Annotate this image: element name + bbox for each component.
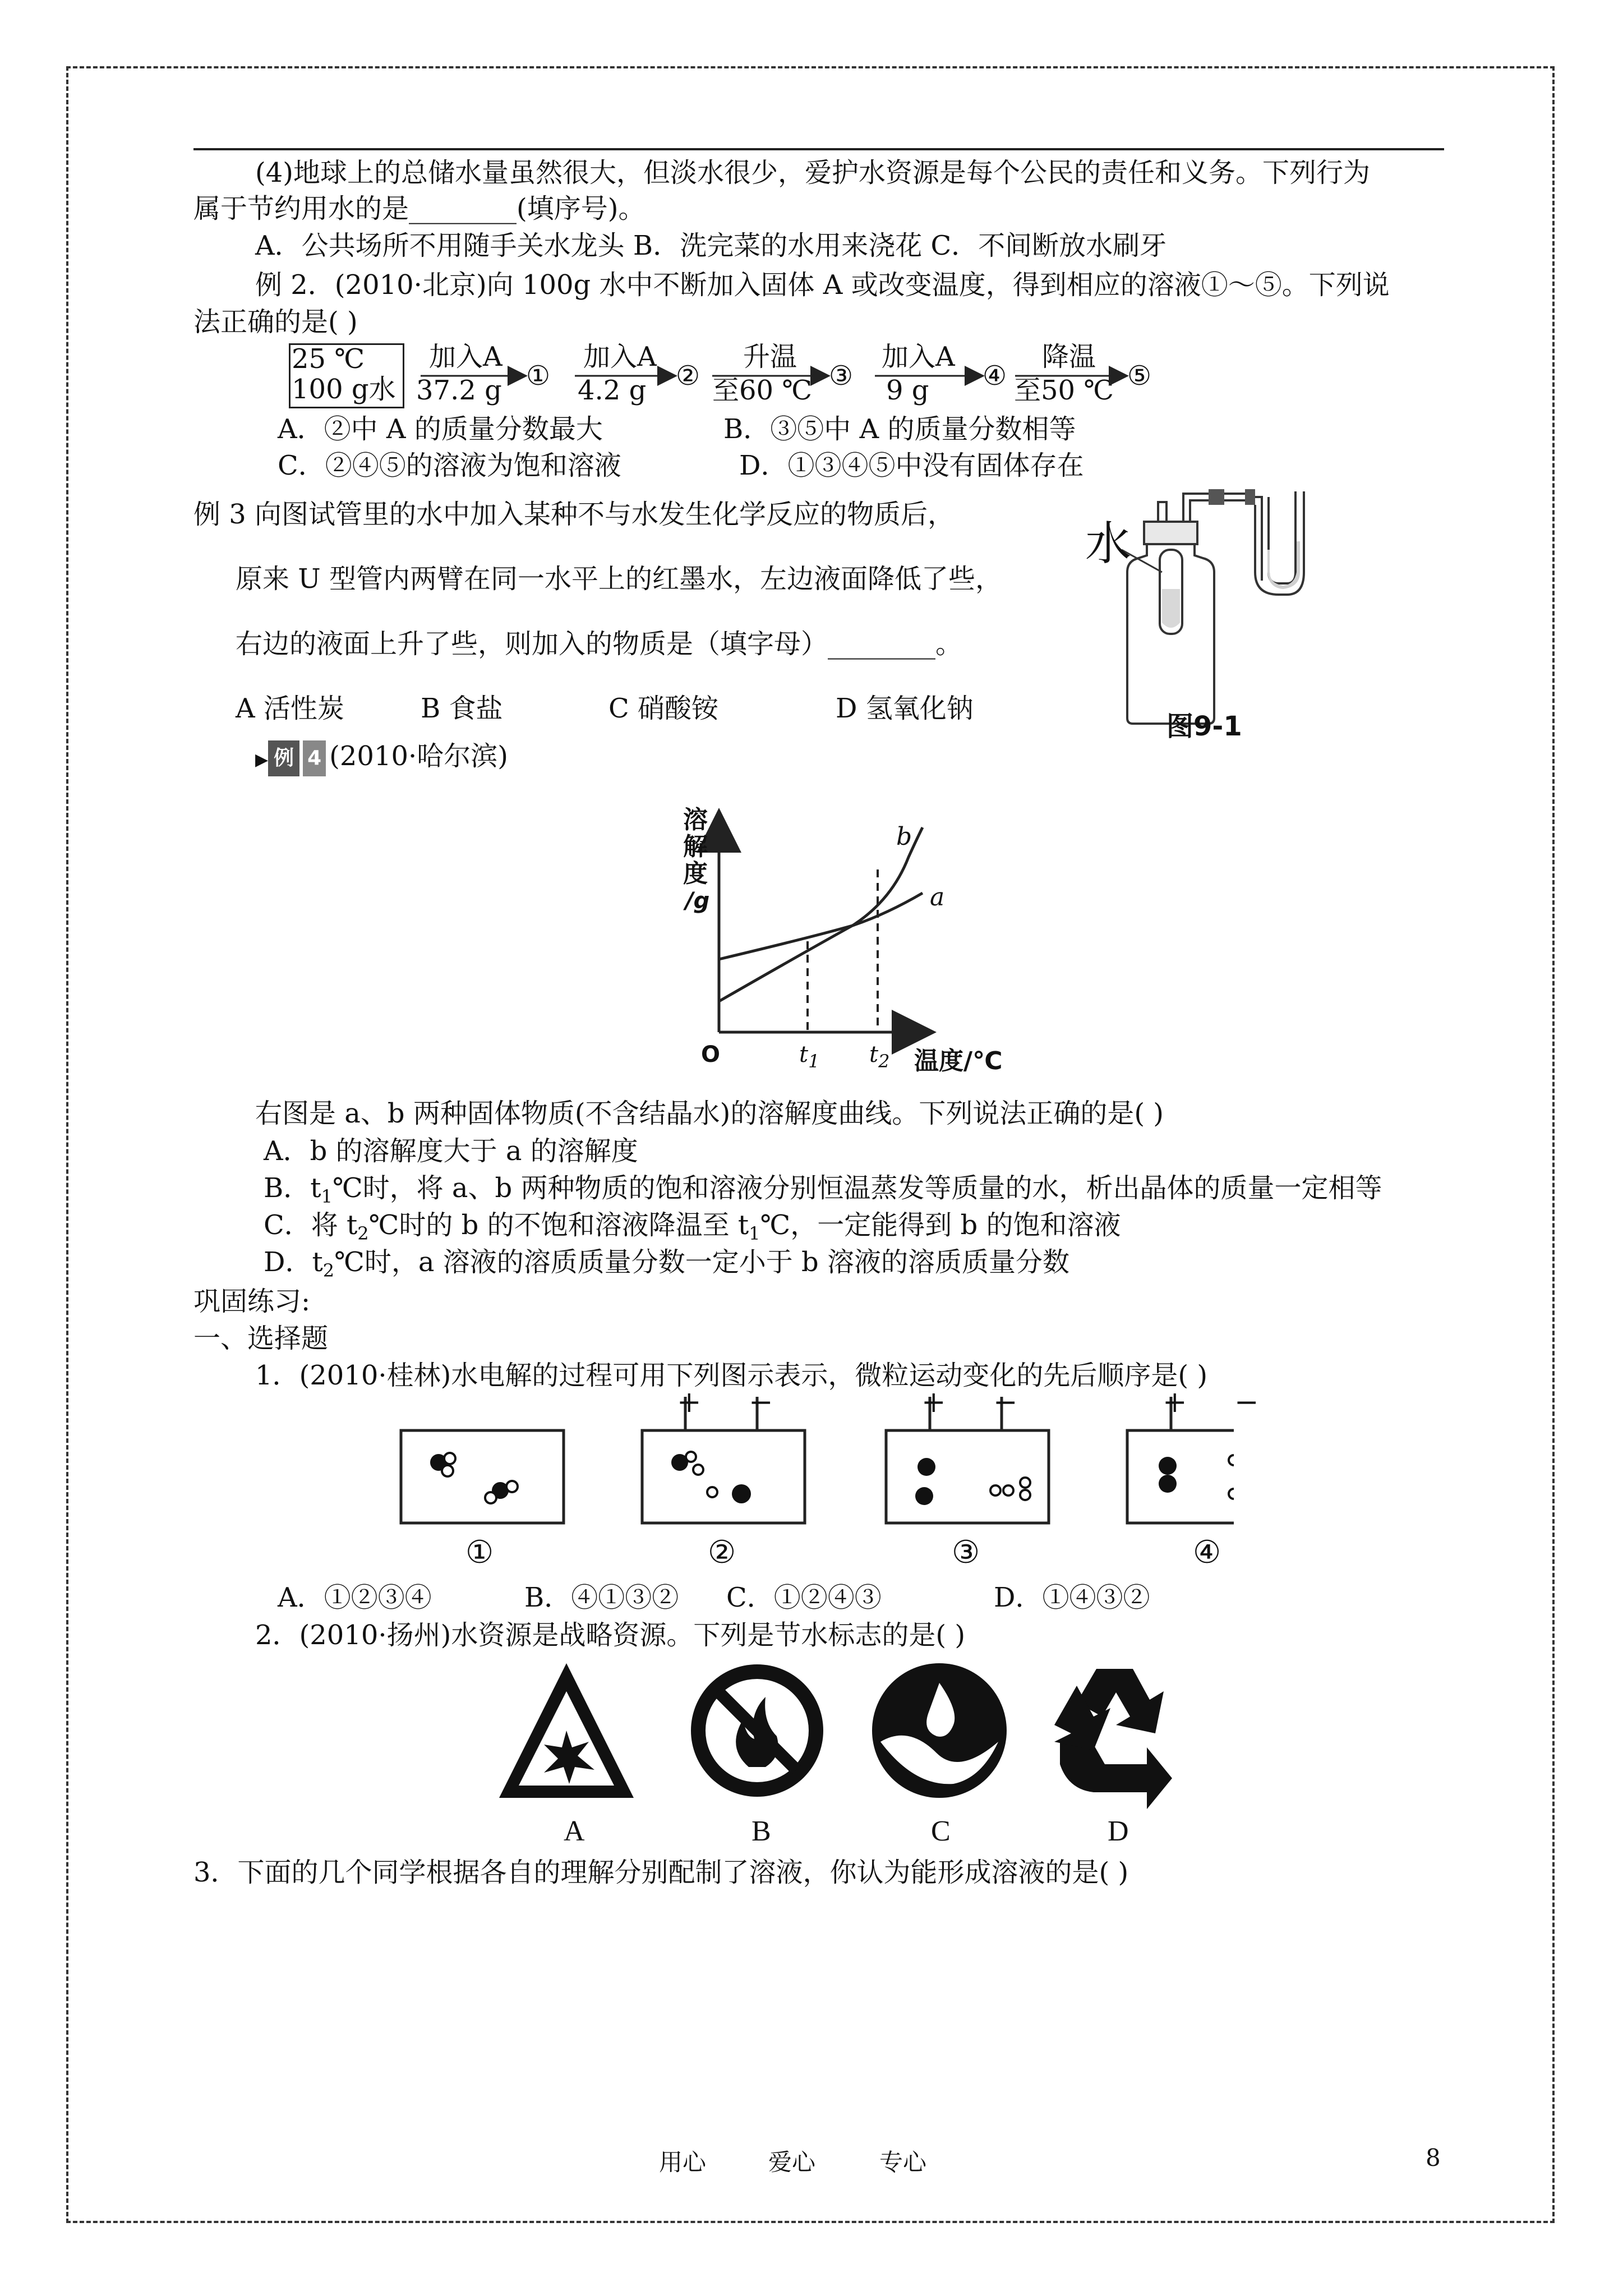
chart-ylabel-4: /g [685,888,710,914]
chart-origin: O [701,1042,721,1068]
ex3-line1: 例 3 向图试管里的水中加入某种不与水发生化学反应的物质后， [193,499,955,530]
chart-t1-label [799,1038,819,1078]
electrolysis-diagrams [393,1394,1234,1573]
chart-ylabel-1: 溶 [683,806,708,834]
flow-step3-above: 升温 [743,341,797,372]
q1-option-d: D．①④③② [994,1582,1150,1613]
ex4-option-c: C．将 $t_2℃$时的 b 的不饱和溶液降温至 $t_1℃$，一定能得到 b 的饱和溶液 [264,1209,1121,1244]
figure-caption: 图9-1 [1166,711,1242,742]
q1-diagram-label-2: ② [708,1534,736,1571]
ex3-option-d: D 氢氧化钠 [836,693,974,724]
flow-step4-result: ④ [983,360,1007,392]
sign-label-a: A [564,1815,585,1847]
curve-b [719,827,923,1001]
ex4-option-d: D．$t_2℃$时，a 溶液的溶质质量分数一定小于 b 溶液的溶质质量分数 [264,1246,1069,1281]
ex2-option-b: B．③⑤中 A 的质量分数相等 [723,413,1076,445]
flow-box-top: 25 ℃ [292,343,365,375]
ex3-option-b: B 食盐 [421,693,503,724]
chart-xlabel: 温度/℃ [914,1047,1003,1075]
q1-diagram-label-4: ④ [1193,1534,1221,1571]
flow-step4-below: 9 g [886,375,929,406]
water-label: 水 [1085,517,1132,570]
q1-plus-3: + [921,1386,946,1419]
flow-step5-above: 降温 [1042,341,1096,372]
ex2-option-d: D．①③④⑤中没有固体存在 [739,450,1084,481]
t2-sub: 2 [878,1051,890,1072]
q2-signs [494,1658,1200,1820]
ex3-option-a: A 活性炭 [236,693,344,724]
ex4-question: 右图是 a、b 两种固体物质(不含结晶水)的溶解度曲线。下列说法正确的是( ) [255,1098,1164,1129]
flow-step1-below: 37.2 g [416,375,502,406]
flow-step2-result: ② [676,360,700,392]
flow-step5-below: 至50 ℃ [1014,375,1114,406]
header-rule [193,148,1444,150]
practice-section: 一、选择题 [193,1323,329,1354]
q1-diagram-label-3: ③ [952,1534,980,1571]
curve-b-label: b [896,822,912,851]
q1-minus-2: − [749,1386,773,1419]
footer-right: 专心 [879,2148,927,2176]
flow-step2-below: 4.2 g [578,375,647,406]
water-saving-icon [872,1663,1007,1798]
t1-text: t [799,1042,809,1068]
q1-option-c: C．①②④③ [726,1582,882,1613]
footer-middle: 爱心 [768,2148,816,2176]
sign-label-d: D [1108,1815,1129,1847]
ex2-line1: 例 2．(2010·北京)向 100g 水中不断加入固体 A 或改变温度，得到相应的溶液①～⑤。下列说 [255,269,1390,301]
practice-q1-text: 1．(2010·桂林)水电解的过程可用下列图示表示，微粒运动变化的先后顺序是( ) [255,1360,1208,1391]
flow-step1-result: ① [526,360,551,392]
recycle-icon [1054,1669,1172,1809]
flow-step5-result: ⑤ [1127,360,1152,392]
ex4-option-b: B．$t_1℃$时，将 a、b 两种物质的饱和溶液分别恒温蒸发等质量的水，析出晶体的质量一定相等 [264,1172,1382,1207]
sign-label-c: C [931,1815,951,1847]
q1-minus-4: − [1234,1386,1259,1419]
flow-step3-below: 至60 ℃ [712,375,813,406]
chart-ylabel-3: 度 [683,859,708,888]
flow-step3-result: ③ [829,360,854,392]
practice-q2-text: 2．(2010·扬州)水资源是战略资源。下列是节水标志的是( ) [255,1619,966,1651]
q1-option-a: A．①②③④ [278,1582,432,1613]
ex2-option-c: C．②④⑤的溶液为饱和溶液 [278,450,621,481]
page-number: 8 [1426,2144,1441,2171]
flow-arrows [404,359,1133,393]
q1-diagram-label-1: ① [465,1534,494,1571]
q1-plus-2: + [677,1386,702,1419]
explosive-warning-icon [499,1663,634,1798]
no-fire-icon [691,1664,823,1797]
footer-left: 用心 [659,2148,707,2176]
ex4-header: ▶ 例 4 (2010·哈尔滨) [255,739,508,777]
flow-step1-above: 加入A [429,341,502,372]
q1-plus-4: + [1163,1386,1187,1419]
curve-a-label: a [930,883,945,912]
curve-a [719,893,923,959]
ex2-line2: 法正确的是( ) [193,306,358,338]
ex3-line2: 原来 U 型管内两臂在同一水平上的红墨水，左边液面降低了些， [236,563,1002,595]
q4-line1: (4)地球上的总储水量虽然很大，但淡水很少，爱护水资源是每个公民的责任和义务。下列行为 [255,157,1370,188]
flow-step2-above: 加入A [583,341,657,372]
t1-sub: 1 [808,1051,820,1072]
ex4-option-a: A．b 的溶解度大于 a 的溶解度 [264,1135,638,1167]
flow-box-bottom: 100 g水 [292,374,396,405]
practice-heading: 巩固练习: [193,1286,311,1317]
example-tag-number: 4 [303,740,326,776]
t2-text: t [869,1042,879,1068]
q1-option-b: B．④①③② [524,1582,679,1613]
chart-ylabel-2: 解 [683,832,708,861]
ex3-line3: 右边的液面上升了些，则加入的物质是（填字母）________。 [236,628,963,660]
sign-label-b: B [751,1815,771,1847]
ex3-option-c: C 硝酸铵 [608,693,718,724]
practice-q3-text: 3．下面的几个同学根据各自的理解分别配制了溶液，你认为能形成溶液的是( ) [193,1857,1129,1888]
q1-minus-3: − [993,1386,1018,1419]
flow-step4-above: 加入A [882,341,955,372]
q4-options: A．公共场所不用随手关水龙头 B．洗完菜的水用来浇花 C．不间断放水刷牙 [255,230,1167,261]
example-tag: 例 [268,740,299,776]
ex4-source: (2010·哈尔滨) [329,740,509,772]
chart-t2-label [869,1038,889,1078]
q4-line2: 属于节约用水的是________(填序号)。 [193,193,645,224]
ex2-option-a: A．②中 A 的质量分数最大 [278,413,603,445]
